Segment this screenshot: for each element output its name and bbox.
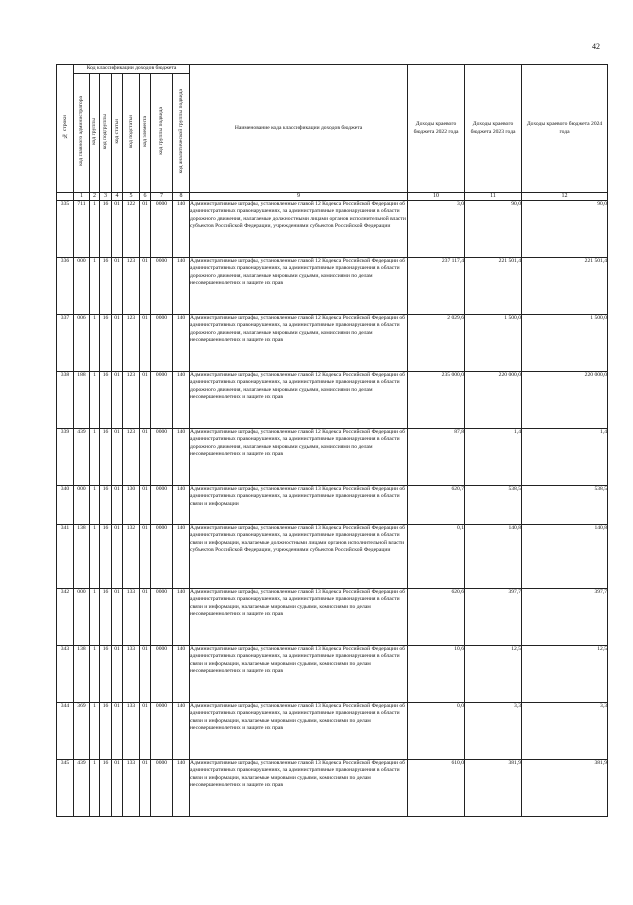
subtype-group-code-cell: 0000 xyxy=(151,486,173,525)
column-number: 12 xyxy=(522,193,608,201)
analytic-group-code-cell: 140 xyxy=(173,315,190,372)
revenue-2022-cell: 610,0 xyxy=(408,760,465,817)
revenue-2022-cell: 3,0 xyxy=(408,201,465,258)
analytic-group-code-cell: 140 xyxy=(173,372,190,429)
revenue-2024-cell: 221 501,4 xyxy=(522,258,608,315)
row-number-header: № строки xyxy=(57,65,74,193)
column-number: 8 xyxy=(173,193,190,201)
row-number-cell: 335 xyxy=(57,201,74,258)
table-row xyxy=(57,486,608,525)
analytic-group-code-cell: 140 xyxy=(173,589,190,646)
subarticle-code-cell: 123 xyxy=(123,258,140,315)
revenue-2023-cell: 221 501,4 xyxy=(465,258,522,315)
code-name-cell: Административные штрафы, установленные главой 12 Кодекса Российской Федерации об административных правонарушениях, за административные правонарушения в области дорожного движения, налагаемые мировыми судьями, комиссиями по делам несовершеннолетних и защите их прав xyxy=(190,429,408,486)
subarticle-code-cell: 133 xyxy=(123,703,140,760)
group-code-cell: 1 xyxy=(90,201,100,258)
code-name-cell: Административные штрафы, установленные главой 13 Кодекса Российской Федерации об административных правонарушениях, за административные правонарушения в области связи и информации, налагаемые должностными лицами органов исполнительной власти субъектов Российской Федерации, учреждениями субъектов Российской Федерации xyxy=(190,525,408,589)
table-row xyxy=(57,372,608,429)
article-code-cell: 01 xyxy=(112,486,123,525)
subgroup-code-header: код подгруппы xyxy=(100,74,112,193)
revenue-2023-cell: 140,8 xyxy=(465,525,522,589)
subtype-group-code-cell: 0000 xyxy=(151,646,173,703)
revenue-2024-header: Доходы краевого бюджета 2024 года xyxy=(522,65,608,193)
revenue-2024-cell: 12,5 xyxy=(522,646,608,703)
revenue-2022-cell: 620,7 xyxy=(408,486,465,525)
subgroup-code-cell: 16 xyxy=(100,525,112,589)
column-number: 4 xyxy=(112,193,123,201)
element-code-cell: 01 xyxy=(140,258,151,315)
classification-code-header: Код классификации доходов бюджета xyxy=(74,65,190,74)
analytic-group-code-cell: 140 xyxy=(173,646,190,703)
revenue-2024-cell: 538,5 xyxy=(522,486,608,525)
article-code-cell: 01 xyxy=(112,372,123,429)
subgroup-code-cell: 16 xyxy=(100,589,112,646)
revenue-2022-cell: 0,0 xyxy=(408,703,465,760)
analytic-group-code-header: код аналитической группы подвида xyxy=(173,74,190,193)
revenue-2022-header: Доходы краевого бюджета 2022 года xyxy=(408,65,465,193)
subgroup-code-cell: 16 xyxy=(100,258,112,315)
revenue-2024-cell: 3,3 xyxy=(522,703,608,760)
budget-revenue-table xyxy=(56,64,608,817)
element-code-cell: 01 xyxy=(140,525,151,589)
row-number-cell: 341 xyxy=(57,525,74,589)
subtype-group-code-cell: 0000 xyxy=(151,525,173,589)
group-code-cell: 1 xyxy=(90,258,100,315)
table-row xyxy=(57,315,608,372)
subgroup-code-cell: 16 xyxy=(100,201,112,258)
subarticle-code-cell: 123 xyxy=(123,315,140,372)
group-code-cell: 1 xyxy=(90,429,100,486)
column-number: 6 xyxy=(140,193,151,201)
row-number-cell: 342 xyxy=(57,589,74,646)
code-name-cell: Административные штрафы, установленные главой 12 Кодекса Российской Федерации об административных правонарушениях, за административные правонарушения в области дорожного движения, налагаемые мировыми судьями, комиссиями по делам несовершеннолетних и защите их прав xyxy=(190,315,408,372)
element-code-cell: 01 xyxy=(140,703,151,760)
element-code-cell: 01 xyxy=(140,589,151,646)
admin-code-cell: 000 xyxy=(74,589,90,646)
subtype-group-code-cell: 0000 xyxy=(151,760,173,817)
code-name-cell: Административные штрафы, установленные главой 13 Кодекса Российской Федерации об административных правонарушениях, за административные правонарушения в области связи и информации, налагаемые мировыми судьями, комиссиями по делам несовершеннолетних и защите их прав xyxy=(190,703,408,760)
element-code-cell: 01 xyxy=(140,429,151,486)
revenue-2023-cell: 1 500,0 xyxy=(465,315,522,372)
revenue-2023-cell: 1,4 xyxy=(465,429,522,486)
code-name-header: Наименование кода классификации доходов бюджета xyxy=(190,65,408,193)
code-name-cell: Административные штрафы, установленные главой 13 Кодекса Российской Федерации об административных правонарушениях, за административные правонарушения в области связи и информации, налагаемые мировыми судьями, комиссиями по делам несовершеннолетних и защите их прав xyxy=(190,646,408,703)
admin-code-cell: 188 xyxy=(74,372,90,429)
analytic-group-code-cell: 140 xyxy=(173,703,190,760)
analytic-group-code-cell: 140 xyxy=(173,760,190,817)
table-row xyxy=(57,760,608,817)
revenue-2024-cell: 397,7 xyxy=(522,589,608,646)
subgroup-code-cell: 16 xyxy=(100,703,112,760)
page-number: 42 xyxy=(592,42,600,51)
revenue-2022-cell: 87,8 xyxy=(408,429,465,486)
subtype-group-code-cell: 0000 xyxy=(151,315,173,372)
revenue-2024-cell: 1 500,0 xyxy=(522,315,608,372)
article-code-cell: 01 xyxy=(112,589,123,646)
group-code-cell: 1 xyxy=(90,703,100,760)
table-row xyxy=(57,258,608,315)
subgroup-code-cell: 16 xyxy=(100,372,112,429)
subgroup-code-cell: 16 xyxy=(100,429,112,486)
row-number-cell: 343 xyxy=(57,646,74,703)
subarticle-code-cell: 123 xyxy=(123,372,140,429)
subgroup-code-cell: 16 xyxy=(100,486,112,525)
subtype-group-code-cell: 0000 xyxy=(151,372,173,429)
article-code-cell: 01 xyxy=(112,201,123,258)
admin-code-cell: 000 xyxy=(74,486,90,525)
table-row xyxy=(57,201,608,258)
code-name-cell: Административные штрафы, установленные главой 12 Кодекса Российской Федерации об административных правонарушениях, за административные правонарушения в области дорожного движения, налагаемые должностными лицами органов исполнительной власти субъектов Российской Федерации, учреждениями субъектов Российской Федерации xyxy=(190,201,408,258)
element-code-cell: 01 xyxy=(140,646,151,703)
element-code-header: код элемента xyxy=(140,74,151,193)
code-name-cell: Административные штрафы, установленные главой 12 Кодекса Российской Федерации об административных правонарушениях, за административные правонарушения в области дорожного движения, налагаемые мировыми судьями, комиссиями по делам несовершеннолетних и защите их прав xyxy=(190,258,408,315)
article-code-cell: 01 xyxy=(112,525,123,589)
row-number-cell: 340 xyxy=(57,486,74,525)
row-number-cell: 336 xyxy=(57,258,74,315)
article-code-cell: 01 xyxy=(112,315,123,372)
article-code-cell: 01 xyxy=(112,429,123,486)
revenue-2023-cell: 381,9 xyxy=(465,760,522,817)
subtype-group-code-header: код группы подвида xyxy=(151,74,173,193)
column-number: 3 xyxy=(100,193,112,201)
column-number: 9 xyxy=(190,193,408,201)
admin-code-cell: 000 xyxy=(74,258,90,315)
row-number-cell: 338 xyxy=(57,372,74,429)
revenue-2024-cell: 381,9 xyxy=(522,760,608,817)
row-number-cell: 339 xyxy=(57,429,74,486)
revenue-2022-cell: 10,6 xyxy=(408,646,465,703)
admin-code-cell: 138 xyxy=(74,646,90,703)
subarticle-code-cell: 123 xyxy=(123,429,140,486)
article-code-cell: 01 xyxy=(112,760,123,817)
revenue-2023-cell: 397,7 xyxy=(465,589,522,646)
revenue-2022-cell: 620,6 xyxy=(408,589,465,646)
table-row xyxy=(57,589,608,646)
column-number: 11 xyxy=(465,193,522,201)
admin-code-cell: 439 xyxy=(74,429,90,486)
table-row xyxy=(57,525,608,589)
subarticle-code-cell: 133 xyxy=(123,646,140,703)
row-number-cell: 337 xyxy=(57,315,74,372)
admin-code-cell: 711 xyxy=(74,201,90,258)
subgroup-code-cell: 16 xyxy=(100,646,112,703)
revenue-2022-cell: 237 117,4 xyxy=(408,258,465,315)
code-name-cell: Административные штрафы, установленные главой 13 Кодекса Российской Федерации об административных правонарушениях, за административные правонарушения в области связи и информации, налагаемые мировыми судьями, комиссиями по делам несовершеннолетних и защите их прав xyxy=(190,589,408,646)
group-code-cell: 1 xyxy=(90,372,100,429)
column-number: 1 xyxy=(74,193,90,201)
subgroup-code-cell: 16 xyxy=(100,315,112,372)
subarticle-code-cell: 132 xyxy=(123,525,140,589)
code-name-cell: Административные штрафы, установленные главой 12 Кодекса Российской Федерации об административных правонарушениях, за административные правонарушения в области дорожного движения, налагаемые мировыми судьями, комиссиями по делам несовершеннолетних и защите их прав xyxy=(190,372,408,429)
admin-code-cell: 138 xyxy=(74,525,90,589)
group-code-cell: 1 xyxy=(90,760,100,817)
group-code-cell: 1 xyxy=(90,646,100,703)
revenue-2024-cell: 1,4 xyxy=(522,429,608,486)
element-code-cell: 01 xyxy=(140,760,151,817)
admin-code-cell: 006 xyxy=(74,315,90,372)
admin-code-header: код главного администратора xyxy=(74,74,90,193)
subtype-group-code-cell: 0000 xyxy=(151,201,173,258)
table-row xyxy=(57,646,608,703)
revenue-2023-cell: 220 000,0 xyxy=(465,372,522,429)
analytic-group-code-cell: 140 xyxy=(173,429,190,486)
element-code-cell: 01 xyxy=(140,315,151,372)
revenue-2024-cell: 220 000,0 xyxy=(522,372,608,429)
row-number-cell: 344 xyxy=(57,703,74,760)
group-code-header: код группы xyxy=(90,74,100,193)
code-name-cell: Административные штрафы, установленные главой 13 Кодекса Российской Федерации об административных правонарушениях, за административные правонарушения в области связи и информации, налагаемые мировыми судьями, комиссиями по делам несовершеннолетних и защите их прав xyxy=(190,760,408,817)
revenue-2024-cell: 90,0 xyxy=(522,201,608,258)
column-number: 2 xyxy=(90,193,100,201)
group-code-cell: 1 xyxy=(90,315,100,372)
row-number-cell: 345 xyxy=(57,760,74,817)
analytic-group-code-cell: 140 xyxy=(173,258,190,315)
article-code-cell: 01 xyxy=(112,703,123,760)
column-number-row xyxy=(57,193,608,201)
subtype-group-code-cell: 0000 xyxy=(151,589,173,646)
revenue-2023-cell: 3,3 xyxy=(465,703,522,760)
element-code-cell: 01 xyxy=(140,372,151,429)
subtype-group-code-cell: 0000 xyxy=(151,258,173,315)
group-code-cell: 1 xyxy=(90,589,100,646)
subarticle-code-cell: 133 xyxy=(123,589,140,646)
revenue-2023-cell: 12,5 xyxy=(465,646,522,703)
table-row xyxy=(57,429,608,486)
subarticle-code-cell: 130 xyxy=(123,486,140,525)
analytic-group-code-cell: 140 xyxy=(173,201,190,258)
column-number: 10 xyxy=(408,193,465,201)
article-code-cell: 01 xyxy=(112,646,123,703)
revenue-2022-cell: 0,1 xyxy=(408,525,465,589)
revenue-2022-cell: 235 000,0 xyxy=(408,372,465,429)
column-number xyxy=(57,193,74,201)
group-code-cell: 1 xyxy=(90,525,100,589)
analytic-group-code-cell: 140 xyxy=(173,486,190,525)
code-name-cell: Административные штрафы, установленные главой 13 Кодекса Российской Федерации об административных правонарушениях, за административные правонарушения в области связи и информации xyxy=(190,486,408,525)
column-number: 5 xyxy=(123,193,140,201)
element-code-cell: 01 xyxy=(140,201,151,258)
revenue-2024-cell: 140,8 xyxy=(522,525,608,589)
article-code-cell: 01 xyxy=(112,258,123,315)
subarticle-code-cell: 122 xyxy=(123,201,140,258)
subtype-group-code-cell: 0000 xyxy=(151,703,173,760)
subtype-group-code-cell: 0000 xyxy=(151,429,173,486)
admin-code-cell: 439 xyxy=(74,760,90,817)
admin-code-cell: 369 xyxy=(74,703,90,760)
group-code-cell: 1 xyxy=(90,486,100,525)
revenue-2023-cell: 90,0 xyxy=(465,201,522,258)
revenue-2023-header: Доходы краевого бюджета 2023 года xyxy=(465,65,522,193)
revenue-2022-cell: 2 029,6 xyxy=(408,315,465,372)
table-row xyxy=(57,703,608,760)
element-code-cell: 01 xyxy=(140,486,151,525)
revenue-2023-cell: 538,5 xyxy=(465,486,522,525)
article-code-header: код статьи xyxy=(112,74,123,193)
subarticle-code-header: код подстатьи xyxy=(123,74,140,193)
analytic-group-code-cell: 140 xyxy=(173,525,190,589)
subgroup-code-cell: 16 xyxy=(100,760,112,817)
subarticle-code-cell: 133 xyxy=(123,760,140,817)
column-number: 7 xyxy=(151,193,173,201)
